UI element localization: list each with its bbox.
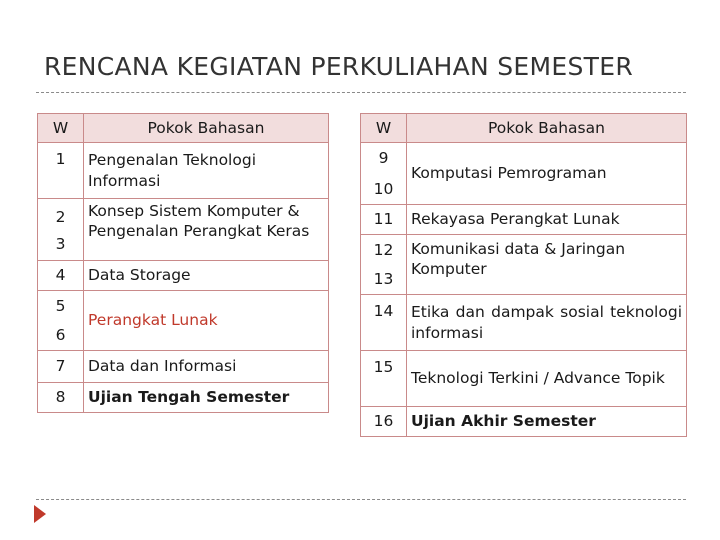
week-number: 14 [361, 295, 407, 351]
table-row [38, 291, 329, 351]
week-number: 11 [361, 205, 407, 235]
week-number-pair [38, 199, 84, 261]
week-number: 1 [38, 143, 84, 199]
week-number: 5 [55, 297, 66, 316]
topic-cell: Ujian Akhir Semester [407, 407, 687, 437]
table-row [38, 351, 329, 383]
table-header-row [38, 114, 329, 143]
table-row [38, 261, 329, 291]
column-header-topic: Pokok Bahasan [84, 114, 329, 143]
table-row [38, 199, 329, 261]
week-number: 2 [55, 208, 66, 227]
table-row [361, 235, 687, 295]
week-number: 7 [38, 351, 84, 383]
week-number: 10 [373, 179, 394, 198]
topic-cell: Komunikasi data & Jaringan Komputer [407, 235, 687, 295]
week-number: 8 [38, 383, 84, 413]
table-row [361, 351, 687, 407]
column-header-week: W [38, 114, 84, 143]
column-header-topic: Pokok Bahasan [407, 114, 687, 143]
week-number: 16 [361, 407, 407, 437]
play-arrow-icon[interactable] [34, 505, 46, 523]
table-row [361, 407, 687, 437]
topic-cell: Rekayasa Perangkat Lunak [407, 205, 687, 235]
table-row [361, 205, 687, 235]
topic-cell: Konsep Sistem Komputer & Pengenalan Perangkat Keras [84, 199, 329, 261]
topic-cell: Pengenalan Teknologi Informasi [84, 143, 329, 199]
topic-cell: Data dan Informasi [84, 351, 329, 383]
bottom-divider [36, 499, 686, 500]
topic-cell: Komputasi Pemrograman [407, 143, 687, 205]
week-number-pair [38, 291, 84, 351]
topic-cell: Perangkat Lunak [84, 291, 329, 351]
table-row [361, 295, 687, 351]
left-schedule-table [37, 113, 329, 413]
week-number-pair [361, 235, 407, 295]
week-number: 15 [361, 351, 407, 407]
week-number: 12 [373, 241, 394, 260]
week-number: 4 [38, 261, 84, 291]
table-header-row [361, 114, 687, 143]
page-title: RENCANA KEGIATAN PERKULIAHAN SEMESTER [44, 52, 634, 81]
topic-cell: Etika dan dampak sosial teknologi informasi [407, 295, 687, 351]
column-header-week: W [361, 114, 407, 143]
top-divider [36, 92, 686, 93]
topic-cell: Teknologi Terkini / Advance Topik [407, 351, 687, 407]
table-row [38, 143, 329, 199]
topic-cell: Ujian Tengah Semester [84, 383, 329, 413]
topic-cell: Data Storage [84, 261, 329, 291]
week-number: 3 [55, 234, 66, 253]
right-schedule-table [360, 113, 687, 437]
week-number: 13 [373, 269, 394, 288]
table-row [361, 143, 687, 205]
week-number: 6 [55, 325, 66, 344]
week-number: 9 [378, 149, 389, 168]
table-row [38, 383, 329, 413]
week-number-pair [361, 143, 407, 205]
